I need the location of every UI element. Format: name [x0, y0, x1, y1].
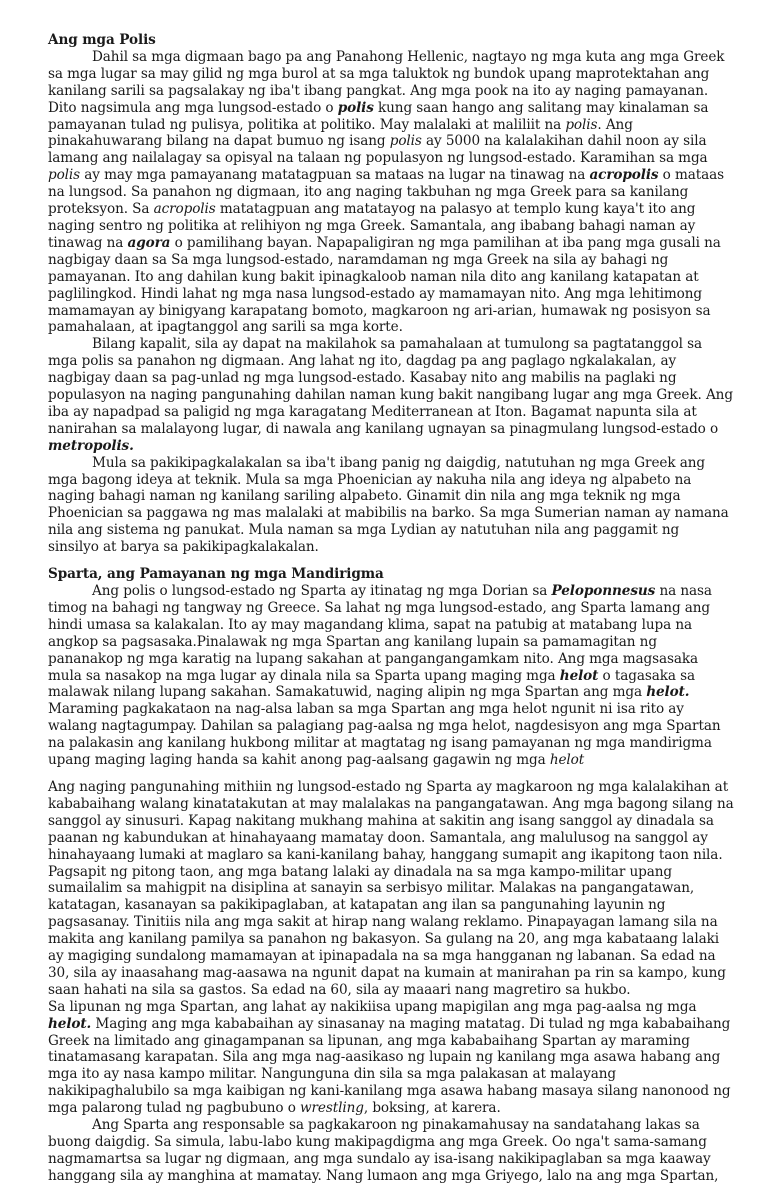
italic-term: acropolis [153, 201, 216, 218]
section-heading-polis: Ang mga Polis [48, 32, 156, 48]
text-run: matatagpuan ang matatayog na palasyo at templo kung kaya't ito ang naging sentro ng politika at relihiyon ng mga Greek. Samantala, ang ibabang bahagi naman ay tinawag na [48, 201, 696, 251]
paragraph [48, 999, 734, 1117]
text-run: ay may mga pamayanang matatagpuan sa mataas na lugar na tinawag na [80, 167, 590, 184]
text-run: kung saan hango ang salitang may kinalaman sa pamayanan tulad ng pulisya, politika at politiko. May malalaki at maliliit na [48, 99, 709, 133]
text-run: Mula sa pakikipagkalakalan sa iba't ibang panig ng daigdig, natutuhan ng mga Greek ang mga bagong ideya at teknik. Mula sa mga Phoenician ay nakuha nila ang ideya ng alpabeto na naging bahagi naman ng kanilang sariling alpabeto. Ginamit din nila ang mga teknik ng mga Phoenician sa paggawa ng mas malalaki at mabibilis na barko. Sa mga Sumerian naman ay namana nila ang sistema ng panukat. Mula naman sa mga Lydian ay natutuhan nila ang paggamit ng sinsilyo at barya sa pakikipagkalakalan. [48, 454, 729, 556]
key-term: polis [337, 99, 374, 116]
text-run: Maraming pagkakataon na nag-alsa laban sa mga Spartan ang mga helot ngunit ni isa rito ay walang nagtagumpay. Dahilan sa palagiang pag-aalsa ng mga helot, nagdesisyon ang mga Spartan na palakasin ang kanilang hukbong militar at magtatag ng isang pamayanan ng mga mandirigma upang maging laging handa sa kahit anong pag-aalsang gagawin ng mga [48, 701, 721, 769]
key-term: agora [127, 234, 171, 251]
italic-term: helot [549, 752, 585, 769]
text-run: Sa lipunan ng mga Spartan, ang lahat ay nakikiisa upang mapigilan ang mga pag-aalsa ng mga [48, 998, 697, 1015]
text-run: , boksing, at karera. [363, 1100, 501, 1117]
text-run: Maging ang mga kababaihan ay sinasanay na maging matatag. Di tulad ng mga kababaihang Greek na limitado ang ginagampanan sa lipunan, ang mga kababaihang Spartan ay maraming tinatamasang karapatan. Sila ang mga nag-aasikaso ng lupain ng kanilang mga asawa habang ang mga ito ay nasa kampo militar. Nangunguna din sila sa mga palakasan at malayang nakikipaghalubilo sa mga kaibigan ng kani-kanilang mga asawa habang masaya silang nanonood ng mga palarong tulad ng pagbubuno o [48, 1015, 731, 1117]
text-run: ay 5000 na kalalakihan dahil noon ay sila lamang ang nailalagay sa opisyal na talaan ng populasyon ng lungsod-estado. Karamihan sa mga [48, 133, 708, 167]
paragraph [48, 1117, 734, 1185]
text-run: Ang naging pangunahing mithiin ng lungsod-estado ng Sparta ay magkaroon ng mga kalalakihan at kababaihang walang kinatatakutan at may malalakas na pangangatawan. Ang mga bagong silang na sanggol ay sinusuri. Kapag nakitang mukhang mahina at sakitin ang isang sanggol ay dinadala sa paanan ng kabundukan at hinahayaang mamatay doon. Samantala, ang malulusog na sanggol ay hinahayaang lumaki at maglaro sa kani-kanilang bahay, hanggang sumapit ang ikapitong taon nila. Pagsapit ng pitong taon, ang mga batang lalaki ay dinadala na sa mga kampo-militar upang sumailalim sa mahigpit na disiplina at sanayin sa serbisyo militar. Malakas na pangangatawan, katatagan, kasanayan sa pakikipaglaban, at katapatan ang ilan sa pangunahing layunin ng pagsasanay. Tinitiis nila ang mga sakit at hirap nang walang reklamo. Pinapayagan lamang sila na makita ang kanilang pamilya sa panahon ng bakasyon. Sa gulang na 20, ang mga kabataang lalaki ay magiging sundalong mamamayan at ipinapadala na sa mga hangganan ng labanan. Sa edad na 30, sila ay inaasahang mag-aasawa na ngunit dapat na kumain at manirahan pa rin sa kampo, kung saan hahati na sila sa gastos. Sa edad na 60, sila ay maaari nang magretiro sa hukbo. [48, 778, 734, 998]
text-run: na nasa timog na bahagi ng tangway ng Greece. Sa lahat ng mga lungsod-estado, ang Sparta lamang ang hindi umasa sa kalakalan. Ito ay may magandang klima, sapat na patubig at matabang lupa na angkop sa pagsasaka.Pinalawak ng mga Spartan ang kanilang lupain sa pamamagitan ng pananakop ng mga karatig na lupang sakahan at pangangangamkam nito. Ang mga magsasaka mula sa nasakop na mga lugar ay dinala nila sa Sparta upang maging mga [48, 583, 712, 684]
text-run: o pamilihang bayan. Napapaligiran ng mga pamilihan at iba pang mga gusali na nagbigay daan sa Sa mga lungsod-estado, naramdaman ng mga Greek na sila ay bahagi ng pamayanan. Ito ang dahilan kung bakit ipinagkaloob naman nila dito ang kanilang katapatan at paglilingkod. Hindi lahat ng mga nasa lungsod-estado ay mamamayan nito. Ang mga lehitimong mamamayan ay binigyang karapatang bomoto, magkaroon ng ari-arian, humawak ng posisyon sa pamahalaan, at ipagtanggol ang sarili sa mga korte. [48, 234, 721, 336]
italic-term: polis [565, 116, 598, 133]
key-term: Peloponnesus [551, 583, 656, 599]
italic-term: polis [389, 133, 422, 150]
section-heading-sparta: Sparta, ang Pamayanan ng mga Mandirigma [48, 566, 384, 583]
paragraph [48, 336, 734, 454]
key-term: helot. [646, 684, 690, 701]
paragraph [48, 583, 734, 769]
text-run: Ang Sparta ang responsable sa pagkakaroon ng pinakamahusay na sandatahang lakas sa buong daigdig. Sa simula, labu-labo kung makipagdigma ang mga Greek. Oo nga't sama-samang nagmamartsa sa lugar ng digmaan, ang mga sundalo ay isa-isang nakikipaglaban sa mga kaaway hanggang sila ay manghina at mamatay. Nang lumaon ang mga Griyego, lalo na ang mga Spartan, [48, 1117, 719, 1184]
key-term: helot [559, 667, 599, 684]
text-run: Bilang kapalit, sila ay dapat na makilahok sa pamahalaan at tumulong sa pagtatanggol sa mga polis sa panahon ng digmaan. Ang lahat ng ito, dagdag pa ang paglago ngkalakalan, ay nagbigay daan sa pag-unlad ng mga lungsod-estado. Kasabay nito ang mabilis na paglaki ng populasyon na naging pangunahing dahilan naman kung bakit nangibang lugar ang mga Greek. Ang iba ay napadpad sa paligid ng mga karagatang Mediterranean at Iton. Bagamat napunta sila at nanirahan sa malalayong lugar, di nawala ang kanilang ugnayan sa pinagmulang lungsod-estado o [48, 336, 733, 437]
text-run: Dahil sa mga digmaan bago pa ang Panahong Hellenic, nagtayo ng mga kuta ang mga Greek sa mga lugar sa may gilid ng mga burol at sa mga taluktok ng bundok upang maprotektahan ang kanilang sarili sa pagsalakay ng iba't ibang pangkat. Ang mga pook na ito ay naging pamayanan. Dito nagsimula ang mga lungsod-estado o [48, 48, 725, 116]
italic-term: polis [48, 167, 81, 184]
text-run: o tagasaka sa malawak nilang lupang sakahan. Samakatuwid, naging alipin ng mga Spartan ang mga [48, 667, 695, 701]
text-run: o mataas na lungsod. Sa panahon ng digmaan, ito ang naging takbuhan ng mga Greek para sa kanilang proteksyon. Sa [48, 167, 725, 218]
key-term: metropolis. [48, 437, 134, 454]
key-term: acropolis [589, 167, 659, 184]
text-run: . Ang pinakahuwarang bilang na dapat bumuo ng isang [48, 116, 633, 150]
text-run: Ang polis o lungsod-estado ng Sparta ay itinatag ng mga Dorian sa [92, 583, 552, 599]
key-term: helot. [48, 1015, 92, 1032]
paragraph [48, 455, 734, 556]
italic-term: wrestling [300, 1100, 364, 1117]
paragraph [48, 49, 734, 336]
paragraph [48, 779, 734, 999]
